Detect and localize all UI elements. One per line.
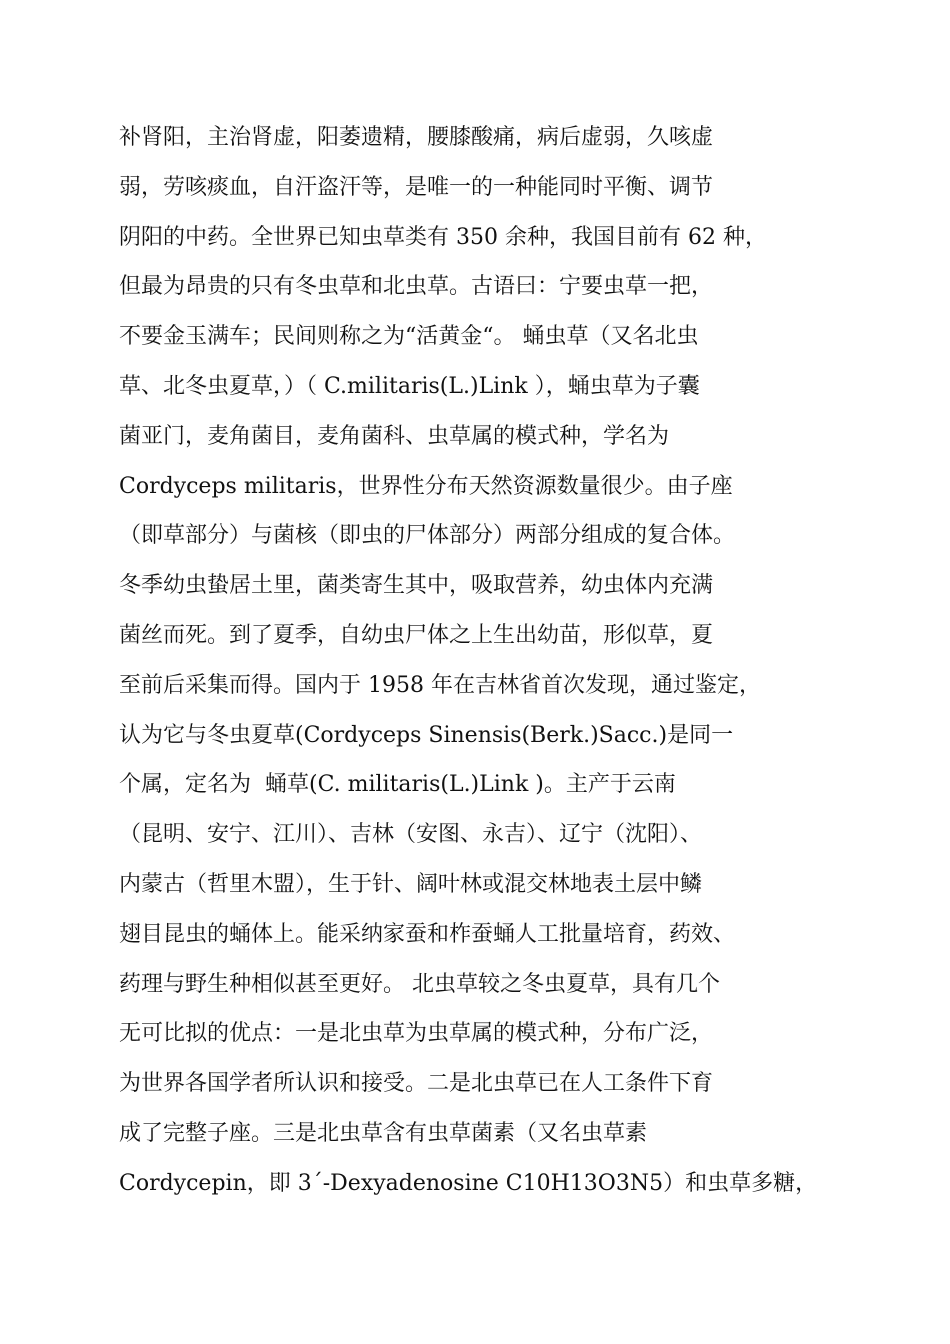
text-line-19: 无可比拟的优点：一是北虫草为虫草属的模式种，分布广泛， xyxy=(119,1021,714,1047)
text-line-22: Cordycepin，即 3´-Dexyadenosine C10H13O3N5）和虫草多糖， xyxy=(119,1170,818,1196)
text-line-18: 药理与野生种相似甚至更好。 北虫草较之冬虫夏草，具有几个 xyxy=(119,971,720,997)
text-line-7: 菌亚门，麦角菌目，麦角菌科、虫草属的模式种，学名为 xyxy=(119,423,670,449)
text-line-4: 但最为昂贵的只有冬虫草和北虫草。古语曰：宁要虫草一把， xyxy=(119,274,714,300)
text-line-15: （昆明、安宁、江川）、吉林（安图、永吉）、辽宁（沈阳）、 xyxy=(119,822,703,848)
text-line-20: 为世界各国学者所认识和接受。二是北虫草已在人工条件下育 xyxy=(119,1071,714,1097)
text-line-9: （即草部分）与菌核（即虫的尸体部分）两部分组成的复合体。 xyxy=(119,523,736,549)
text-line-11: 菌丝而死。到了夏季，自幼虫尸体之上生出幼苗，形似草，夏 xyxy=(119,622,714,648)
text-line-13: 认为它与冬虫夏草(Cordyceps Sinensis(Berk.)Sacc.)是同一 xyxy=(119,722,734,748)
text-line-12: 至前后采集而得。国内于 1958 年在吉林省首次发现，通过鉴定， xyxy=(119,672,761,698)
text-line-14: 个属，定名为 蛹草(C. militaris(L.)Link )。主产于云南 xyxy=(119,772,676,798)
text-line-5: 不要金玉满车；民间则称之为“活黄金“。 蛹虫草（又名北虫 xyxy=(119,324,699,350)
text-line-21: 成了完整子座。三是北虫草含有虫草菌素（又名虫草素 xyxy=(119,1120,648,1146)
text-line-17: 翅目昆虫的蛹体上。能采纳家蚕和柞蚕蛹人工批量培育，药效、 xyxy=(119,921,736,947)
body-text xyxy=(119,113,849,1209)
text-line-8: Cordyceps militaris，世界性分布天然资源数量很少。由子座 xyxy=(119,473,733,499)
text-line-3: 阴阳的中药。全世界已知虫草类有 350 余种，我国目前有 62 种， xyxy=(119,224,767,250)
text-line-16: 内蒙古（哲里木盟），生于针、阔叶林或混交林地表土层中鳞 xyxy=(119,871,703,897)
text-line-1: 补肾阳，主治肾虚，阳萎遗精，腰膝酸痛，病后虚弱，久咳虚 xyxy=(119,125,714,150)
text-line-10: 冬季幼虫蛰居土里，菌类寄生其中，吸取营养，幼虫体内充满 xyxy=(119,573,714,599)
text-line-6: 草、北冬虫夏草，）（ C.militaris(L.)Link ），蛹虫草为子囊 xyxy=(119,373,700,399)
text-line-2: 弱，劳咳痰血，自汗盗汗等，是唯一的一种能同时平衡、调节 xyxy=(119,174,714,200)
